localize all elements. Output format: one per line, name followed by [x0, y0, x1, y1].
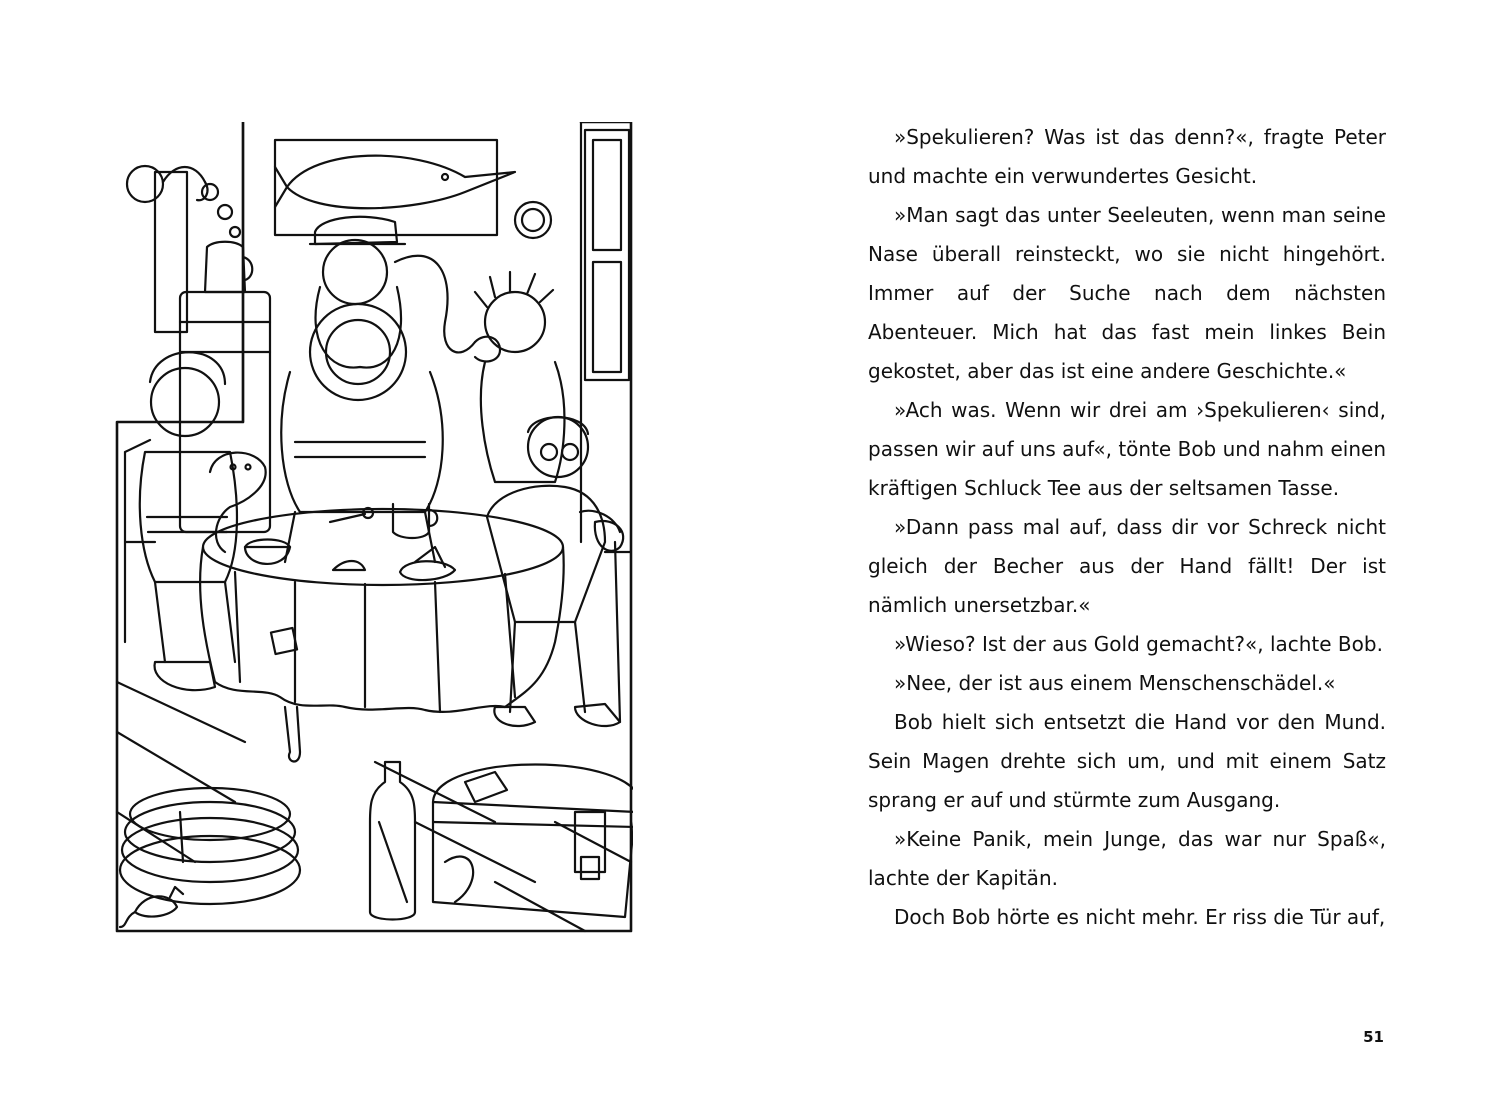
text-column: [868, 118, 1386, 937]
paragraph-9: Doch Bob hörte es nicht mehr. Er riss die Tür auf,: [894, 905, 1386, 929]
paragraph-4: »Dann pass mal auf, dass dir vor Schreck nicht gleich der Becher aus der Hand fällt! Der ist nämlich unersetzbar.«: [868, 515, 1386, 617]
paragraph-3: »Ach was. Wenn wir drei am ›Spekulieren‹ sind, passen wir auf uns auf«, tönte Bob und nahm einen kräftigen Schluck Tee aus der seltsamen Tasse.: [868, 398, 1386, 500]
paragraph-2: »Man sagt das unter Seeleuten, wenn man seine Nase überall reinsteckt, wo sie nicht hingehört. Immer auf der Suche nach dem nächsten Abenteuer. Mich hat das fast mein linkes Bein gekostet, aber das ist eine andere Geschichte.«: [868, 203, 1386, 383]
paragraph-5: »Wieso? Ist der aus Gold gemacht?«, lachte Bob.: [894, 632, 1383, 656]
page-number: 51: [1363, 1028, 1384, 1046]
paragraph-8: »Keine Panik, mein Junge, das war nur Spaß«, lachte der Kapitän.: [868, 827, 1386, 890]
paragraph-7: Bob hielt sich entsetzt die Hand vor den Mund. Sein Magen drehte sich um, und mit einem Satz sprang er auf und stürmte zum Ausgang.: [868, 710, 1386, 812]
paragraph-1: »Spekulieren? Was ist das denn?«, fragte Peter und machte ein verwundertes Gesicht.: [868, 125, 1386, 188]
cabin-scene-illustration: [115, 122, 633, 933]
paragraph-6: »Nee, der ist aus einem Menschenschädel.«: [894, 671, 1336, 695]
